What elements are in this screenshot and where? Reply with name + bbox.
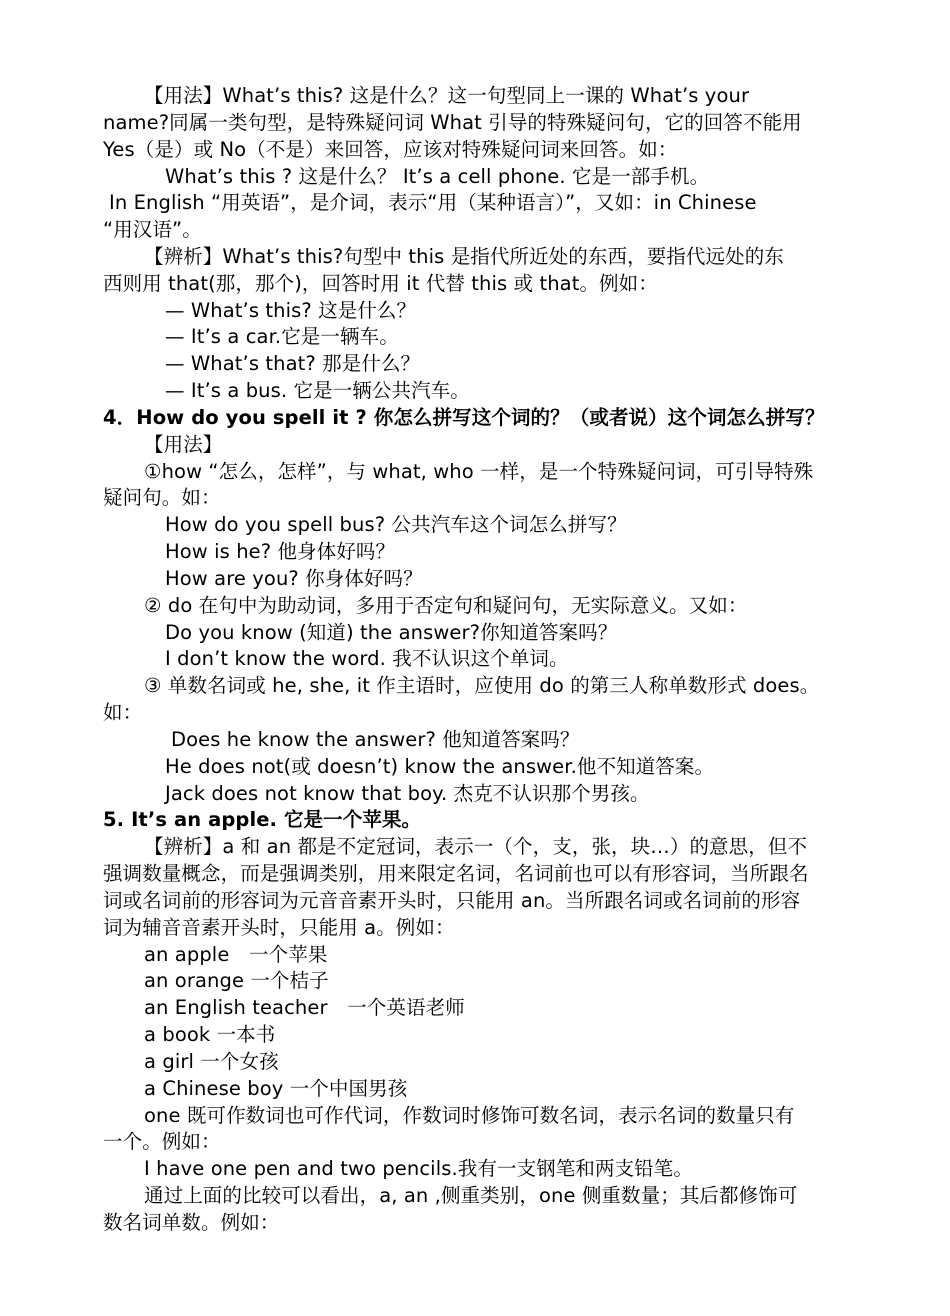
text-line: 【用法】 [144,433,223,456]
text-line: ③ 单数名词或 he, she, it 作主语时，应使用 do 的第三人称单数形式 does。 [144,674,820,697]
example-line: Do you know (知道) the answer?你知道答案吗？ [165,621,618,644]
text-line: name?同属一类句型，是特殊疑问词 What 引导的特殊疑问句，它的回答不能用 [103,111,802,134]
text-line: 强调数量概念，而是强调类别，用来限定名词，名词前也可以有形容词，当所跟名 [103,862,809,885]
example-line: a Chinese boy 一个中国男孩 [144,1077,408,1100]
text-line: one 既可作数词也可作代词，作数词时修饰可数名词，表示名词的数量只有 [144,1104,795,1127]
text-line: 如： [103,701,143,724]
text-line: ①how “怎么，怎样”，与 what, who 一样，是一个特殊疑问词，可引导特殊 [144,460,814,483]
text-line: 【辨析】What’s this?句型中 this 是指代所近处的东西，要指代远处的东 [144,245,784,268]
example-line: Jack does not know that boy. 杰克不认识那个男孩。 [165,782,650,805]
example-line: a girl 一个女孩 [144,1050,279,1073]
example-line: an apple 一个苹果 [144,943,328,966]
text-line: In English “用英语”，是介词，表示“用（某种语言）”，又如：in Chinese [109,191,757,214]
text-line: Yes（是）或 No（不是）来回答，应该对特殊疑问词来回答。如： [103,138,678,161]
section-heading: 5. It’s an apple. 它是一个苹果。 [103,808,422,831]
text-line: “用汉语”。 [103,218,202,241]
example-line: I don’t know the word. 我不认识这个单词。 [165,647,569,670]
example-line: I have one pen and two pencils.我有一支钢笔和两支铅笔。 [144,1157,693,1180]
example-line: a book 一本书 [144,1023,276,1046]
text-line: 词或名词前的形容词为元音音素开头时，只能用 an。当所跟名词或名词前的形容 [103,889,801,912]
example-line: Does he know the answer? 他知道答案吗？ [171,728,580,751]
dialogue-line: — It’s a car.它是一辆车。 [165,325,399,348]
text-line: 疑问句。如： [103,486,221,509]
dialogue-line: — It’s a bus. 它是一辆公共汽车。 [165,379,470,402]
dialogue-line: — What’s this? 这是什么？ [165,299,417,322]
text-line: 词为辅音音素开头时，只能用 a。例如： [103,916,455,939]
text-line: 【用法】What’s this? 这是什么？这一句型同上一课的 What’s your [144,84,750,107]
text-line: 通过上面的比较可以看出，a, an ,侧重类别，one 侧重数量；其后都修饰可 [144,1184,798,1207]
dialogue-line: — What’s that? 那是什么？ [165,352,421,375]
example-line: an English teacher 一个英语老师 [144,996,465,1019]
text-line: What’s this ? 这是什么？ It’s a cell phone. 它是一部手机。 [165,165,710,188]
example-line: How are you? 你身体好吗？ [165,567,423,590]
text-line: 数名词单数。例如： [103,1211,280,1234]
example-line: How is he? 他身体好吗？ [165,540,396,563]
section-heading: 4．How do you spell it ? 你怎么拼写这个词的？（或者说）这个词怎么拼写？ [103,406,825,429]
text-line: 【辨析】a 和 an 都是不定冠词，表示一（个，支，张，块…）的意思，但不 [144,835,808,858]
example-line: an orange 一个桔子 [144,969,329,992]
text-line: ② do 在句中为助动词，多用于否定句和疑问句，无实际意义。又如： [144,594,748,617]
text-line: 西则用 that(那，那个)，回答时用 it 代替 this 或 that。例如： [103,272,658,295]
example-line: He does not(或 doesn’t) know the answer.他不知道答案。 [165,755,715,778]
example-line: How do you spell bus? 公共汽车这个词怎么拼写？ [165,513,627,536]
text-line: 一个。例如： [103,1130,221,1153]
